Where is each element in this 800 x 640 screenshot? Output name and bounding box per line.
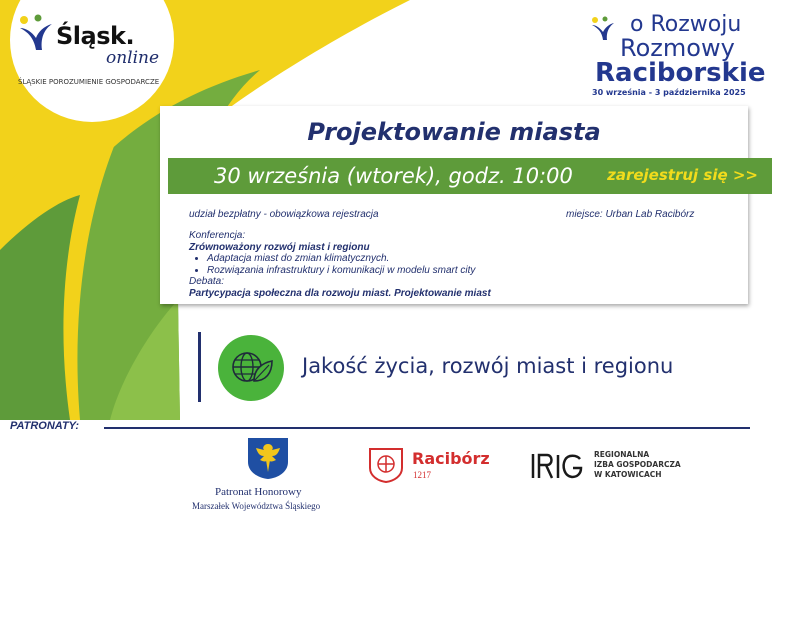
honorary-patronage: Patronat Honorowy: [215, 486, 302, 498]
slask-online-logo[interactable]: [14, 12, 164, 86]
event-dates: 30 września - 3 października 2025: [592, 88, 746, 97]
logo-figure-icon: [16, 14, 54, 54]
event-logo[interactable]: [590, 12, 766, 102]
participation-note: udział bezpłatny - obowiązkowa rejestracja: [189, 209, 379, 220]
raciborz-year: 1217: [413, 470, 431, 480]
rig-line2: IZBA GOSPODARCZA: [594, 460, 681, 469]
topic-divider: [198, 332, 201, 402]
raciborz-crest-icon[interactable]: [367, 446, 405, 484]
event-logo-line1: o Rozwoju: [630, 12, 742, 37]
topic-label: Jakość życia, rozwój miast i regionu: [302, 354, 674, 378]
session-title: Projektowanie miasta: [307, 118, 601, 146]
conference-topics: [189, 253, 491, 276]
venue-note: miejsce: Urban Lab Racibórz: [566, 209, 695, 220]
program-details: [189, 230, 491, 299]
rig-line1: REGIONALNA: [594, 450, 650, 459]
debate-label: Debata:: [189, 276, 225, 287]
conference-title: Zrównoważony rozwój miast i regionu: [189, 241, 370, 253]
rig-line3: W KATOWICACH: [594, 470, 662, 479]
register-link[interactable]: zarejestruj się >>: [607, 166, 758, 184]
event-logo-line2: Rozmowy: [620, 34, 735, 62]
globe-leaf-icon: [218, 335, 284, 401]
date-band: [168, 158, 772, 194]
logo-title: Śląsk.: [56, 22, 135, 50]
rig-logo-icon[interactable]: [530, 452, 586, 480]
patronages-divider: [104, 427, 750, 429]
rig-name: [594, 450, 681, 480]
event-logo-line3: Raciborskie: [595, 58, 766, 88]
list-item: • Adaptacja miast do zmian klimatycznych.: [207, 253, 491, 265]
debate-title: Partycypacja społeczna dla rozwoju miast. Projektowanie miast: [189, 287, 491, 299]
patronages-heading: PATRONATY:: [10, 420, 80, 432]
silesia-coat-of-arms-icon: [246, 436, 290, 480]
honorary-patron-name: Marszałek Województwa Śląskiego: [192, 501, 321, 511]
list-item: • Rozwiązania infrastruktury i komunikacji w modelu smart city: [207, 265, 491, 277]
raciborz-name: Racibórz: [412, 449, 490, 468]
conference-label: Konferencja:: [189, 230, 246, 241]
event-logo-figure-icon: [590, 16, 616, 42]
logo-subtitle: online: [106, 48, 160, 68]
session-datetime: 30 września (wtorek), godz. 10:00: [214, 164, 573, 188]
logo-tagline: ŚLĄSKIE POROZUMIENIE GOSPODARCZE: [18, 78, 160, 86]
